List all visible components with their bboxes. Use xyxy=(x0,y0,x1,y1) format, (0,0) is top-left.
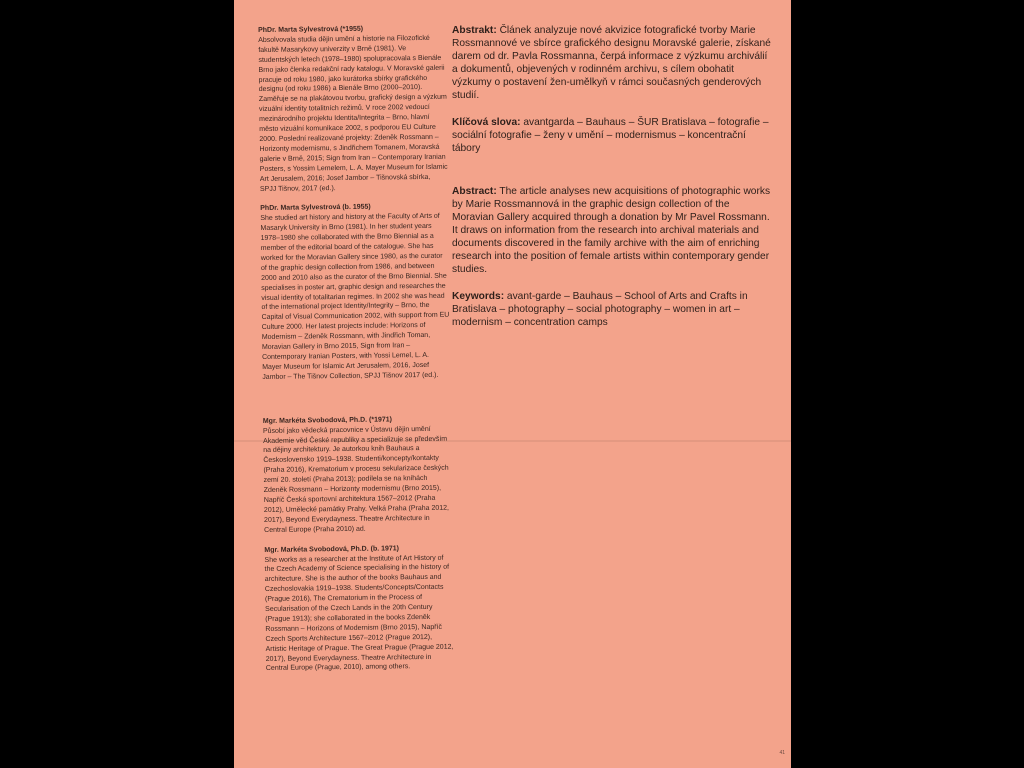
keywords-cz xyxy=(452,116,772,155)
bio-svobodova-en xyxy=(264,543,454,674)
keywords-cz-text: avantgarda – Bauhaus – ŠUR Bratislava – fotografie – sociální fotografie – ženy v umění – modernismus – koncentrační tábory xyxy=(452,117,769,154)
bio-text: She studied art history and history at the Faculty of Arts of Masaryk University in Brno (1981). In her student years 1978–1980 she collaborated with the Brno Biennial as a member of the editorial board of the catalogue. She has worked for the Moravian Gallery since 1980, as the curator of the graphic design collection from 1986, and between 2000 and 2010 also as the curator of the Brno Biennial. She specialises in poster art, graphic design and researches the visual identity of totalitarian regimes. In 2002 she was head of the international project Identity/Integrity – Brno, the Capital of Visual Communication 2002, with support from EU Culture 2000. Her latest projects include: Horizons of Modernism – Zdeněk Rossmann, with Jindřich Toman, Moravian Gallery in Brno 2015, Sign from Iran – Contemporary Iranian Posters, with Yossi Lemel, L. A. Mayer Museum for Islamic Art Jerusalem, 2016, Josef Jambor – The Tišnov Collection, SPJJ Tišnov 2017 (ed.). xyxy=(260,213,450,381)
abstract-en-label: Abstract: xyxy=(452,186,497,197)
bio-sylvestrova-cz xyxy=(258,24,448,195)
bio-sylvestrova-en xyxy=(260,202,450,383)
abstract-cz-text: Článek analyzuje nové akvizice fotografické tvorby Marie Rossmannové ve sbírce grafického designu Moravské galerie, získané darem od dr. Pavla Rossmanna, čerpá informace z výzkumu archiválií a dokumentů, objevených v rodinném archivu, s cílem obohatit výzkumy o postavení žen-umělkyň v rámci současných genderových studií. xyxy=(452,25,771,101)
bio-text: Působí jako vědecká pracovnice v Ústavu dějin umění Akademie věd České republiky a specializuje se především na dějiny architektury. Je autorkou knih Bauhaus a Československo 1919–1938. Studenti/koncepty/kontakty (Praha 2016), Krematorium v procesu sekularizace českých zemí 20. století (Praha 2013); podílela se na knihách Zdeněk Rossmann – Horizonty modernismu (Brno 2015), Napříč Česká sportovní architektura 1567–2012 (Praha 2012), Umělecké památky Prahy. Velká Praha (Praha 2012, 2017), Beyond Everydayness. Theatre Architecture in Central Europe (Praha 2010) ad. xyxy=(262,425,450,534)
abstracts-column xyxy=(452,24,772,329)
bio-text: Absolvovala studia dějin umění a historie na Filozofické fakultě Masarykovy univerzity v Brně (1981). Ve studentských letech (1978–1980) spolupracovala s Bienále Brno jako členka redakční rady katalogu. V Moravské galerii pracuje od roku 1980, jako kurátorka sbírky grafického designu (od roku 1986) a Bienále Brno (2000–2010). Zaměřuje se na plakátovou tvorbu, grafický design a výzkum vizuální identity totalitních režimů. V roce 2002 vedoucí mezinárodního projektu Identita/Integrita – Brno, hlavní město vizuální komunikace 2002, s podporou EU Culture 2000. Poslední realizované projekty: Zdeněk Rossmann – Horizonty modernismu, s Jindřichem Tomanem, Moravská galerie v Brně, 2015; Sign from Iran – Contemporary Iranian Posters, s Yossim Lemelem, L. A. Mayer Museum for Islamic Art Jerusalem, 2016; Josef Jambor – Tišnovská sbírka, SPJJ Tišnov, 2017 (ed.). xyxy=(258,34,448,193)
keywords-en xyxy=(452,290,772,329)
abstract-cz xyxy=(452,24,772,102)
page-number: 41 xyxy=(779,750,785,756)
keywords-cz-label: Klíčová slova: xyxy=(452,117,521,128)
abstract-cz-label: Abstrakt: xyxy=(452,25,497,36)
abstract-en-text: The article analyses new acquisitions of photographic works by Marie Rossmannová in the graphic design collection of the Moravian Gallery acquired through a donation by Mr Pavel Rossmann. It draws on information from the research into archival materials and documents discovered in the family archive with the aim of enriching research into the position of female artists within contemporary gender studies. xyxy=(452,186,771,275)
bio-svobodova-cz xyxy=(263,414,452,535)
bio-name: PhDr. Marta Sylvestrová (b. 1955) xyxy=(260,204,371,213)
document-page xyxy=(234,0,791,768)
bio-name: Mgr. Markéta Svobodová, Ph.D. (b. 1971) xyxy=(264,544,400,554)
author-bios-column xyxy=(258,24,454,675)
keywords-en-label: Keywords: xyxy=(452,291,505,302)
keywords-en-text: avant-garde – Bauhaus – School of Arts and Crafts in Bratislava – photography – social photography – women in art – modernism – concentration camps xyxy=(452,291,748,328)
bio-name: Mgr. Markéta Svobodová, Ph.D. (*1971) xyxy=(262,416,393,425)
bio-name: PhDr. Marta Sylvestrová (*1955) xyxy=(258,25,364,34)
bio-text: She works as a researcher at the Institute of Art History of the Czech Academy of Science specialising in the history of architecture. She is the author of the books Bauhaus and Czechoslovakia 1919–1938. Students/Concepts/Contacts (Prague 2016), The Crematorium in the Process of Secularisation of the Czech Lands in the 20th Century (Prague 1913); she collaborated in the books Zdeněk Rossmann – Horizons of Modernism (Brno 2015), Napříč Czech Sports Architecture 1567–2012 (Prague 2012), Artistic Heritage of Prague. The Great Prague (Prague 2012, 2017), Beyond Everydayness. Theatre Architecture in Central Europe (Prague, 2010), among others. xyxy=(264,554,454,673)
abstract-en xyxy=(452,185,772,276)
